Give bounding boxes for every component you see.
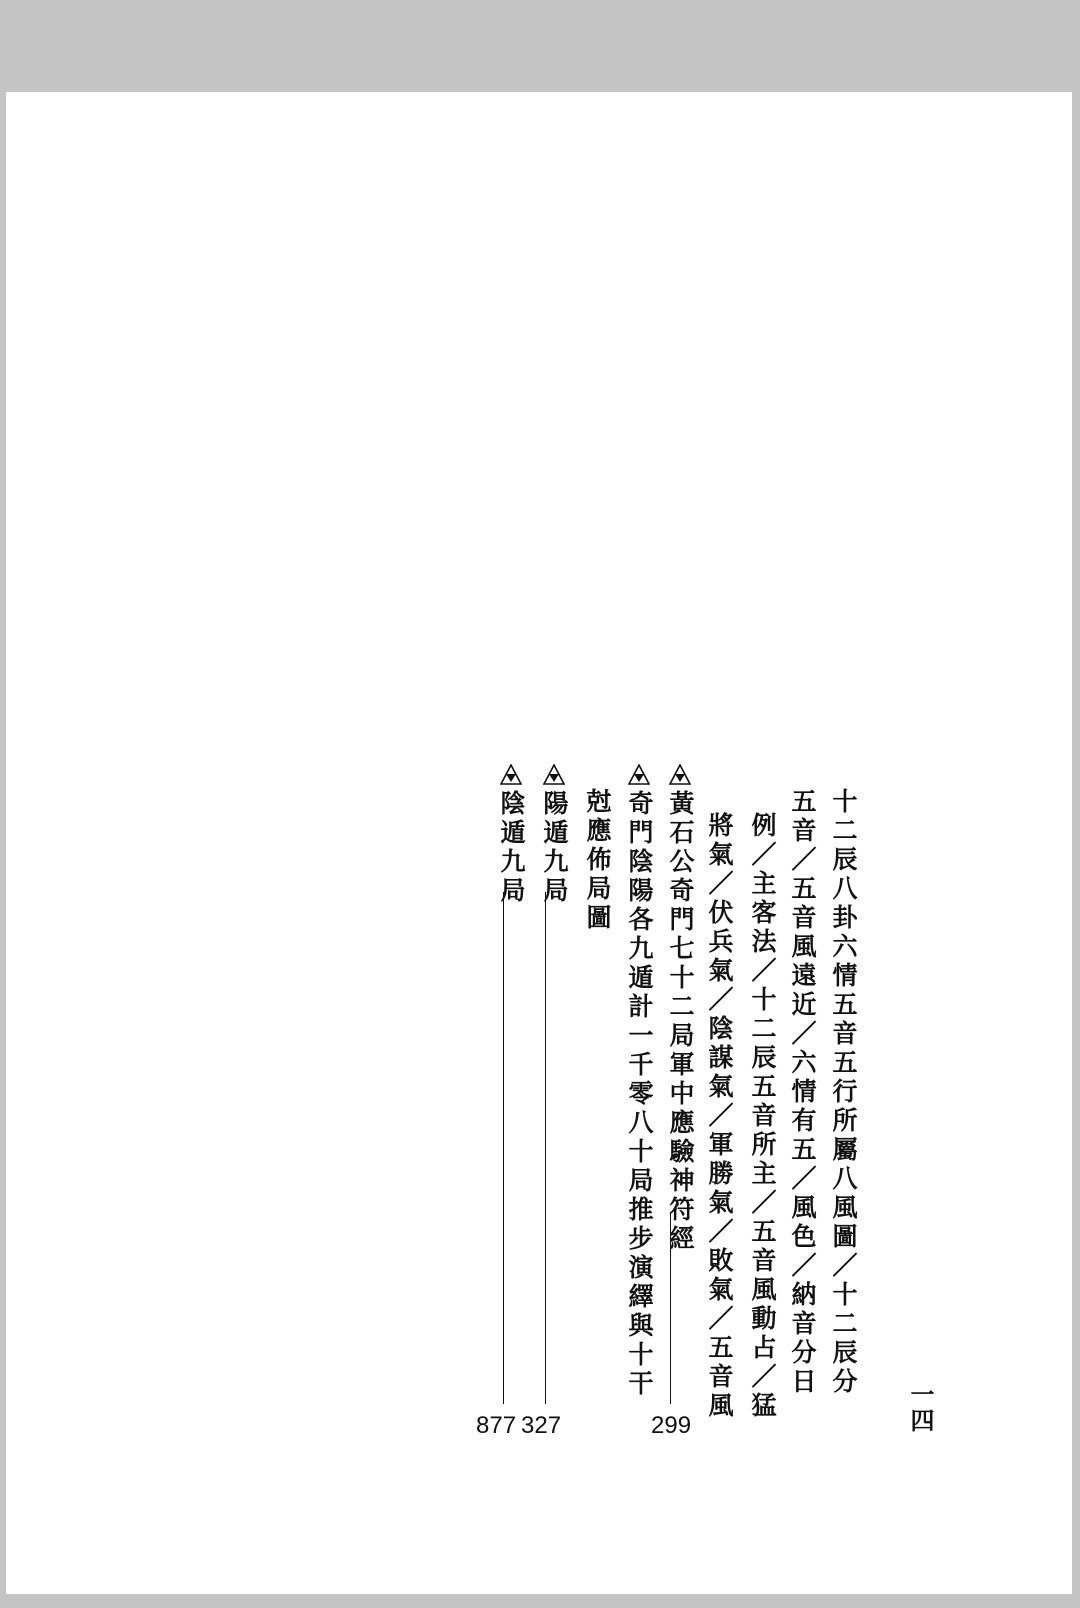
leader-line xyxy=(503,892,504,1404)
page-number-299: 299 xyxy=(651,1412,692,1439)
toc-entry-yindun[interactable] xyxy=(494,764,528,906)
toc-entry-yangdun-text: 陽遁九局 xyxy=(540,790,569,906)
toc-entry-huangshigong[interactable] xyxy=(663,764,697,1254)
triangle-bullet-icon xyxy=(543,764,565,786)
triangle-bullet-icon xyxy=(628,764,650,786)
toc-line-1-text: 十二辰八卦六情五音五行所屬八風圖／十二辰分 xyxy=(829,788,858,1397)
toc-line-4-text: 將氣／伏兵氣／陰謀氣／軍勝氣／敗氣／五音風 xyxy=(705,812,734,1421)
toc-line-4 xyxy=(702,812,736,1421)
toc-entry-qimen[interactable] xyxy=(622,764,656,1399)
leader-line xyxy=(670,1212,671,1404)
leader-line xyxy=(545,892,546,1404)
toc-line-2-text: 五音／五音風遠近／六情有五／風色／納音分日 xyxy=(788,788,817,1397)
toc-line-7 xyxy=(580,788,614,933)
triangle-bullet-icon xyxy=(500,764,522,786)
toc-line-1 xyxy=(826,788,860,1397)
toc-entry-qimen-text: 奇門陰陽各九遁計一千零八十局推步演繹與十干 xyxy=(625,790,654,1399)
toc-entry-yangdun[interactable] xyxy=(537,764,571,906)
folio-page-number: 一四 xyxy=(906,1382,935,1434)
toc-line-7-text: 尅應佈局圖 xyxy=(583,788,612,933)
toc-line-2 xyxy=(785,788,819,1397)
toc-entry-huangshigong-text: 黃石公奇門七十二局軍中應驗神符經 xyxy=(666,790,695,1254)
toc-line-3-text: 例／主客法／十二辰五音所主／五音風動占／猛 xyxy=(748,812,777,1421)
page-number-877: 877 xyxy=(476,1412,517,1439)
page-number-327: 327 xyxy=(521,1412,562,1439)
viewer-toolbar-area xyxy=(0,0,1080,92)
toc-entry-yindun-text: 陰遁九局 xyxy=(497,790,526,906)
toc-line-3 xyxy=(745,812,779,1421)
triangle-bullet-icon xyxy=(669,764,691,786)
